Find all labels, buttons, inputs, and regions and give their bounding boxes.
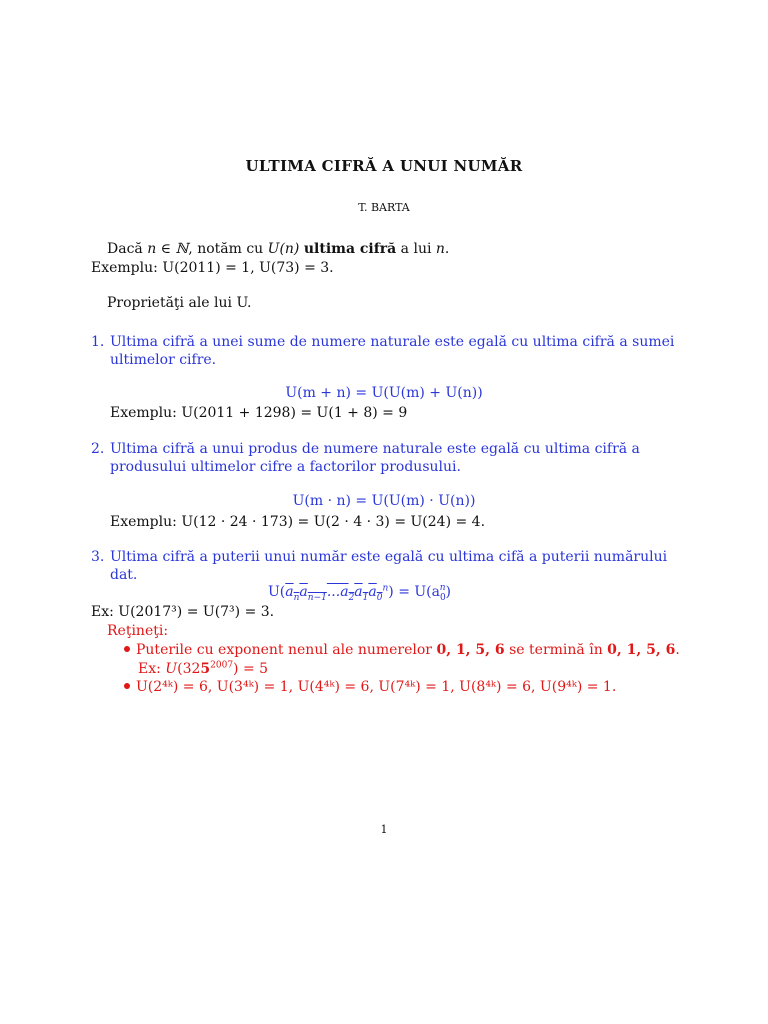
intro-example: U(2011) = 1, U(73) = 3.	[162, 260, 334, 276]
formula-part: = U(a	[393, 584, 440, 600]
item-1-example	[110, 404, 407, 423]
item-2-formula: U(m · n) = U(U(m) · U(n))	[292, 493, 476, 509]
formula-overline: $a_na_{n-1}...a_2a_1a_0$	[285, 584, 383, 603]
page-title: ULTIMA CIFRĂ A UNUI NUMĂR	[245, 157, 523, 175]
item-number: 2.	[91, 441, 105, 457]
intro-example-label: Exemplu:	[91, 260, 163, 276]
item-number: 1.	[91, 334, 105, 350]
item-3-formula: $U(a_na_{n-1}...a_2a_1a_0^n) = U(a_0^n)$	[268, 583, 451, 603]
example-label: Ex:	[138, 661, 166, 677]
example-label: Exemplu:	[110, 405, 182, 421]
example-text: U(2017³) = U(7³) = 3.	[118, 604, 275, 620]
intro-text: Dacă	[107, 241, 148, 257]
item-1-line-2: ultimelor cifre.	[110, 352, 217, 368]
bullet-text: .	[675, 642, 680, 658]
bullet-numbers: 0, 1, 5, 6	[607, 642, 676, 658]
retineti-heading: Reţineţi:	[107, 623, 169, 639]
bullet-icon	[124, 683, 130, 689]
intro-text: .	[444, 241, 450, 257]
intro-bold-term: ultima cifră	[303, 241, 397, 257]
formula-part: U(	[268, 584, 286, 600]
intro-text: a lui	[396, 241, 436, 257]
example-text: U(2011 + 1298) = U(1 + 8) = 9	[181, 405, 408, 421]
item-3-line-2: dat.	[110, 567, 138, 583]
bullet-text: U(2⁴ᵏ) = 6, U(3⁴ᵏ) = 1, U(4⁴ᵏ) = 6, U(7⁴ᵏ) = 1, U(8⁴ᵏ) = 6, U(9⁴ᵏ) = 1.	[136, 679, 617, 695]
bullet-1-example: Ex: $U(325^{2007}) = 5$	[138, 660, 269, 677]
intro-text: , notăm cu	[188, 241, 268, 257]
page-number: 1	[380, 823, 388, 836]
bullet-numbers: 0, 1, 5, 6	[436, 642, 505, 658]
item-1-line-1	[91, 333, 674, 352]
bullet-text: se termină în	[504, 642, 608, 658]
item-1-formula: U(m + n) = U(U(m) + U(n))	[285, 385, 483, 401]
item-2-line-2: produsului ultimelor cifre a factorilor produsului.	[110, 459, 461, 475]
example-label: Ex:	[91, 604, 119, 620]
intro-math: U(n)	[267, 241, 300, 257]
item-3-line-1	[91, 548, 667, 567]
example-text: U(12 · 24 · 173) = U(2 · 4 · 3) = U(24) = 4.	[181, 514, 486, 530]
author: T. BARTA	[358, 201, 410, 214]
intro-line-1	[107, 240, 449, 259]
intro-line-2	[91, 259, 334, 278]
bullet-1	[124, 641, 680, 660]
item-3-example	[91, 603, 274, 622]
bullet-2	[124, 678, 616, 697]
bullet-text: Puterile cu exponent nenul ale numerelor	[136, 642, 437, 658]
bullet-icon	[124, 646, 130, 652]
intro-math: n ∈ ℕ	[147, 241, 189, 257]
item-text: Ultima cifră a puterii unui număr este egală cu ultima cifă a puterii numărului	[110, 549, 668, 565]
properties-heading: Proprietăţi ale lui U.	[107, 295, 252, 311]
item-text: Ultima cifră a unei sume de numere naturale este egală cu ultima cifră a sumei	[110, 334, 675, 350]
intro-math: n	[435, 241, 445, 257]
item-2-example	[110, 513, 485, 532]
item-text: Ultima cifră a unui produs de numere naturale este egală cu ultima cifră a	[110, 441, 640, 457]
item-2-line-1	[91, 440, 640, 459]
item-number: 3.	[91, 549, 105, 565]
example-label: Exemplu:	[110, 514, 182, 530]
